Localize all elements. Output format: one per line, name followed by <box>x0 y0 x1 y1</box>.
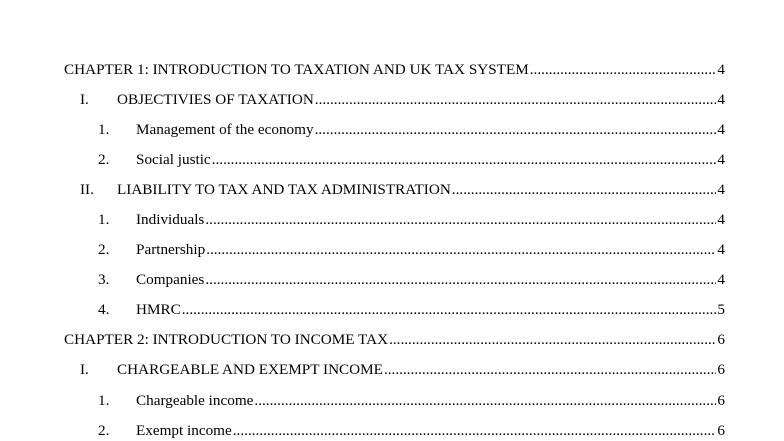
toc-leader-dots <box>205 270 716 290</box>
toc-entry-number: 1. <box>98 211 110 228</box>
toc-entry-number: II. <box>80 181 94 198</box>
toc-entry-page: 4 <box>717 181 725 198</box>
toc-leader-dots <box>530 60 717 80</box>
toc-entry-page: 4 <box>717 151 725 168</box>
toc-entry-chapter-1[interactable] <box>64 60 725 80</box>
toc-entry-number: 4. <box>98 301 110 318</box>
toc-entry-title: CHAPTER 1: INTRODUCTION TO TAXATION AND UK TAX SYSTEM <box>64 61 529 78</box>
toc-entry-title: Individuals <box>136 211 205 228</box>
toc-leader-dots <box>233 421 717 441</box>
toc-entry-number: I. <box>80 361 89 378</box>
toc-entry-section[interactable] <box>80 360 725 380</box>
toc-entry-page: 6 <box>717 392 725 409</box>
toc-entry-page: 5 <box>717 301 725 318</box>
toc-entry-number: I. <box>80 91 89 108</box>
toc-entry-chapter-2[interactable] <box>64 330 725 350</box>
toc-entry-title: CHAPTER 2: INTRODUCTION TO INCOME TAX <box>64 331 389 348</box>
toc-leader-dots <box>182 300 717 320</box>
toc-leader-dots <box>206 240 716 260</box>
toc-entry-item[interactable] <box>98 421 725 441</box>
toc-entry-page: 4 <box>717 61 725 78</box>
toc-leader-dots <box>315 90 717 110</box>
toc-entry-title: Management of the economy <box>136 121 314 138</box>
toc-leader-dots <box>452 180 717 200</box>
toc-entry-number: 1. <box>98 392 110 409</box>
toc-entry-number: 2. <box>98 151 110 168</box>
toc-entry-page: 4 <box>717 241 725 258</box>
toc-entry-item[interactable] <box>98 120 725 140</box>
toc-leader-dots <box>384 360 716 380</box>
toc-entry-section[interactable] <box>80 90 725 110</box>
toc-entry-item[interactable] <box>98 300 725 320</box>
toc-leader-dots <box>212 150 717 170</box>
toc-entry-title: OBJECTIVIES OF TAXATION <box>117 91 314 108</box>
toc-entry-title: CHARGEABLE AND EXEMPT INCOME <box>117 361 383 378</box>
toc-entry-item[interactable] <box>98 391 725 411</box>
toc-leader-dots <box>389 330 716 350</box>
toc-entry-title: Social justic <box>136 151 211 168</box>
toc-leader-dots <box>315 120 717 140</box>
toc-entry-page: 4 <box>717 211 725 228</box>
toc-entry-item[interactable] <box>98 240 725 260</box>
toc-entry-number: 1. <box>98 121 110 138</box>
toc-entry-title: Exempt income <box>136 422 232 439</box>
toc-entry-number: 3. <box>98 271 110 288</box>
toc-entry-title: HMRC <box>136 301 181 318</box>
toc-entry-item[interactable] <box>98 150 725 170</box>
toc-entry-title: Companies <box>136 271 205 288</box>
toc-entry-page: 4 <box>717 271 725 288</box>
toc-entry-title: LIABILITY TO TAX AND TAX ADMINISTRATION <box>117 181 451 198</box>
toc-entry-page: 4 <box>717 91 725 108</box>
toc-entry-page: 6 <box>717 331 725 348</box>
toc-entry-title: Chargeable income <box>136 392 254 409</box>
toc-leader-dots <box>205 210 716 230</box>
toc-leader-dots <box>254 391 716 411</box>
toc-entry-section[interactable] <box>80 180 725 200</box>
toc-entry-item[interactable] <box>98 270 725 290</box>
toc-entry-title: Partnership <box>136 241 206 258</box>
toc-entry-page: 6 <box>717 422 725 439</box>
toc-entry-page: 6 <box>717 361 725 378</box>
toc-entry-number: 2. <box>98 241 110 258</box>
toc-entry-page: 4 <box>717 121 725 138</box>
toc-entry-number: 2. <box>98 422 110 439</box>
toc-entry-item[interactable] <box>98 210 725 230</box>
